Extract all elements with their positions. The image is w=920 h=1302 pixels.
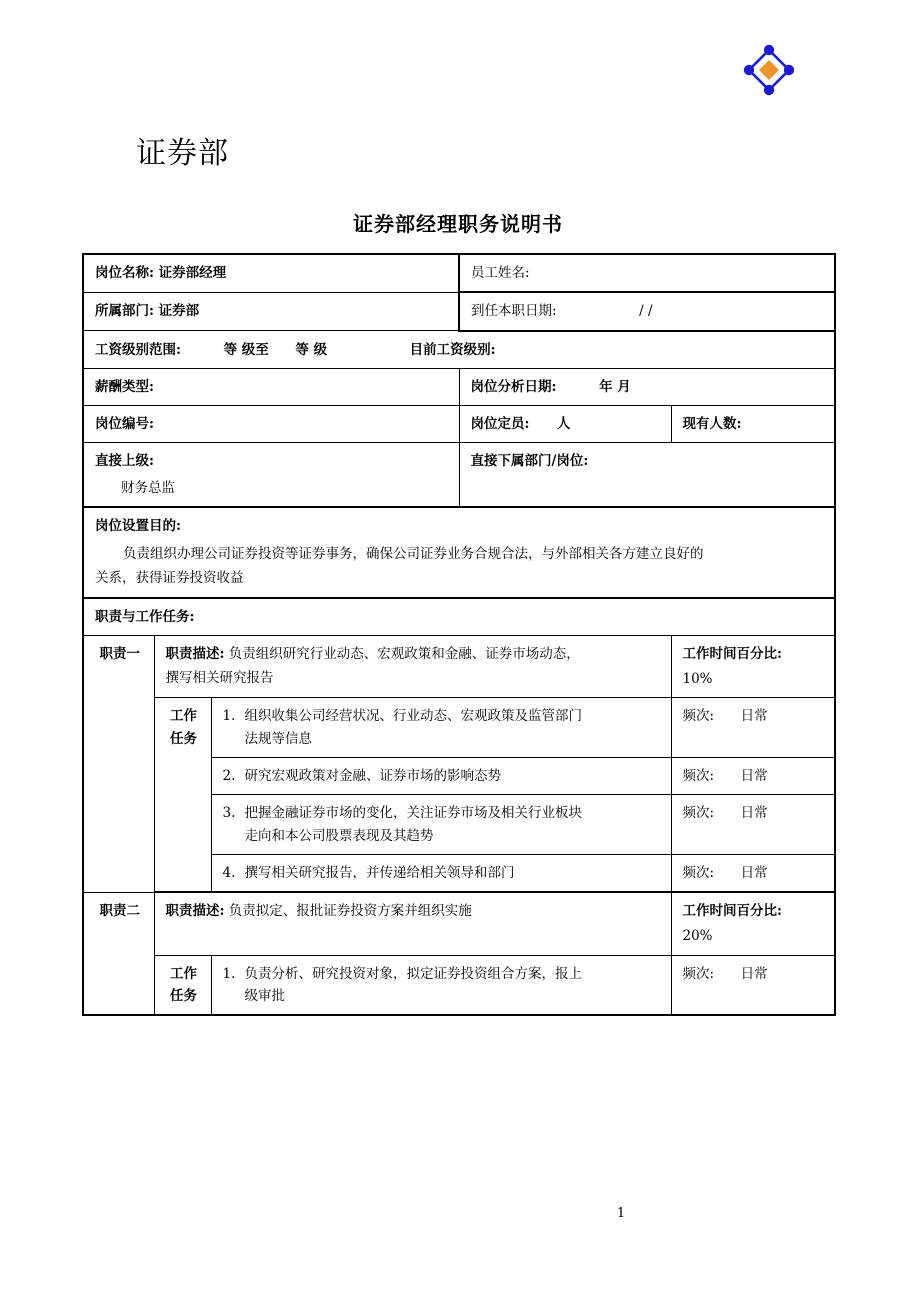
task-frequency-cell <box>671 698 835 758</box>
task-text-line-2: 级审批 <box>244 987 285 1004</box>
frequency-value: 日常 <box>740 864 768 881</box>
employee-name-cell: 员工姓名: <box>459 254 835 292</box>
task-text-line-1: 撰写相关研究报告，并传递给相关领导和部门 <box>244 864 515 881</box>
task-text-line-2: 法规等信息 <box>244 730 312 747</box>
task-frequency-cell <box>671 854 835 892</box>
frequency-label: 频次: <box>682 708 715 725</box>
direct-superior-cell <box>83 443 459 507</box>
frequency-value: 日常 <box>740 965 768 982</box>
task-label-line-1: 工作 <box>170 708 197 725</box>
task-text-line-1: 研究宏观政策对金融、证券市场的影响态势 <box>244 767 501 784</box>
task-label-line-2: 任务 <box>170 987 197 1004</box>
analysis-date-label: 岗位分析日期: <box>470 378 557 395</box>
task-number: 1. <box>222 965 236 982</box>
analysis-date-cell <box>459 368 835 405</box>
task-text-line-2: 走向和本公司股票表现及其趋势 <box>244 827 434 844</box>
position-name-cell: 岗位名称: 证券部经理 <box>83 254 459 292</box>
duty-row-description <box>83 635 835 698</box>
percent-value: 10% <box>682 671 713 688</box>
table-row-purpose <box>83 507 835 598</box>
percent-label: 工作时间百分比: <box>682 903 782 920</box>
duty-task-row <box>83 698 835 758</box>
frequency-label: 频次: <box>682 805 715 822</box>
task-text-cell <box>211 854 671 892</box>
task-label-line-2: 任务 <box>170 730 197 747</box>
headcount-label: 岗位定员: <box>470 416 530 433</box>
table-row-salary-range <box>83 331 835 369</box>
company-logo <box>733 40 805 100</box>
duty-percent-cell-2 <box>671 892 835 955</box>
direct-superior-label: 直接上级: <box>95 453 154 470</box>
duty-label-1: 职责一 <box>83 635 154 892</box>
purpose-line-2: 关系，获得证券投资收益 <box>95 570 244 587</box>
percent-label: 工作时间百分比: <box>682 645 782 662</box>
duty-task-row <box>83 955 835 1015</box>
task-text-cell <box>211 795 671 855</box>
duty-desc-text-line2: 撰写相关研究报告 <box>165 670 274 687</box>
task-label-line-1: 工作 <box>170 965 197 982</box>
duty-description-cell-1 <box>154 635 671 698</box>
direct-superior-value: 财务总监 <box>121 479 175 496</box>
purpose-cell <box>83 507 835 598</box>
frequency-value: 日常 <box>740 767 768 784</box>
duty-description-cell-2 <box>154 892 671 955</box>
task-number: 2. <box>222 767 236 784</box>
duty-label-2: 职责二 <box>83 892 154 1015</box>
comp-type-cell: 薪酬类型: <box>83 368 459 405</box>
direct-subordinate-cell <box>459 443 835 507</box>
job-description-table <box>82 253 836 1016</box>
task-number: 1. <box>222 708 236 725</box>
current-headcount-cell: 现有人数: <box>671 406 835 443</box>
frequency-value: 日常 <box>740 805 768 822</box>
task-text-line-1: 负责分析、研究投资对象，拟定证券投资组合方案，报上 <box>244 965 582 982</box>
direct-subordinate-value <box>471 477 826 499</box>
document-title: 证券部经理职务说明书 <box>353 212 563 236</box>
duty-desc-text-line1: 负责组织研究行业动态、宏观政策和金融、证券市场动态， <box>228 645 580 662</box>
duty-row-description <box>83 892 835 955</box>
frequency-label: 频次: <box>682 864 715 881</box>
task-text-cell <box>211 757 671 794</box>
task-text-cell <box>211 698 671 758</box>
task-label-1 <box>154 698 211 892</box>
task-text-cell <box>211 955 671 1015</box>
duty-desc-text-line1: 负责拟定、报批证券投资方案并组织实施 <box>228 903 472 920</box>
duties-section-header: 职责与工作任务: <box>83 598 835 636</box>
page-number: 1 <box>616 1206 626 1221</box>
department-heading: 证券部 <box>136 136 229 171</box>
duty-desc-label: 职责描述: <box>165 903 225 920</box>
frequency-label: 频次: <box>682 767 715 784</box>
table-row-comp-type <box>83 368 835 405</box>
analysis-date-value: 年 月 <box>599 378 631 395</box>
headcount-cell <box>459 406 671 443</box>
table-row-position-code <box>83 406 835 443</box>
current-salary-label: 目前工资级别: <box>409 341 496 358</box>
purpose-label: 岗位设置目的: <box>95 517 181 534</box>
department-cell: 所属部门: 证券部 <box>83 292 459 330</box>
table-row-department <box>83 292 835 330</box>
frequency-label: 频次: <box>682 965 715 982</box>
start-date-cell <box>459 292 835 330</box>
direct-subordinate-label: 直接下属部门/岗位: <box>470 453 589 470</box>
task-frequency-cell <box>671 757 835 794</box>
task-frequency-cell <box>671 955 835 1015</box>
start-date-label: 到任本职日期: <box>471 303 557 320</box>
task-text-line-1: 把握金融证券市场的变化，关注证券市场及相关行业板块 <box>244 805 582 822</box>
salary-range-cell <box>83 331 835 369</box>
salary-range-label: 工资级别范围: <box>95 341 181 358</box>
percent-value: 20% <box>682 928 713 945</box>
task-number: 4. <box>222 864 236 881</box>
salary-range-value-to: 等 级 <box>295 341 328 358</box>
task-label-2 <box>154 955 211 1015</box>
duty-percent-cell-1 <box>671 635 835 698</box>
start-date-value: / / <box>639 303 653 320</box>
purpose-line-1: 负责组织办理公司证券投资等证券事务，确保公司证券业务合规合法，与外部相关各方建立良好的 <box>123 546 704 563</box>
position-code-cell: 岗位编号: <box>83 406 459 443</box>
table-row-duties-header <box>83 598 835 636</box>
table-row-reporting <box>83 443 835 507</box>
task-text-line-1: 组织收集公司经营状况、行业动态、宏观政策及监管部门 <box>244 708 582 725</box>
duty-desc-label: 职责描述: <box>165 645 225 662</box>
table-row-position-name <box>83 254 835 292</box>
frequency-value: 日常 <box>740 708 768 725</box>
task-frequency-cell <box>671 795 835 855</box>
headcount-unit: 人 <box>556 416 571 433</box>
salary-range-value-from: 等 级至 <box>223 341 269 358</box>
task-number: 3. <box>222 805 236 822</box>
